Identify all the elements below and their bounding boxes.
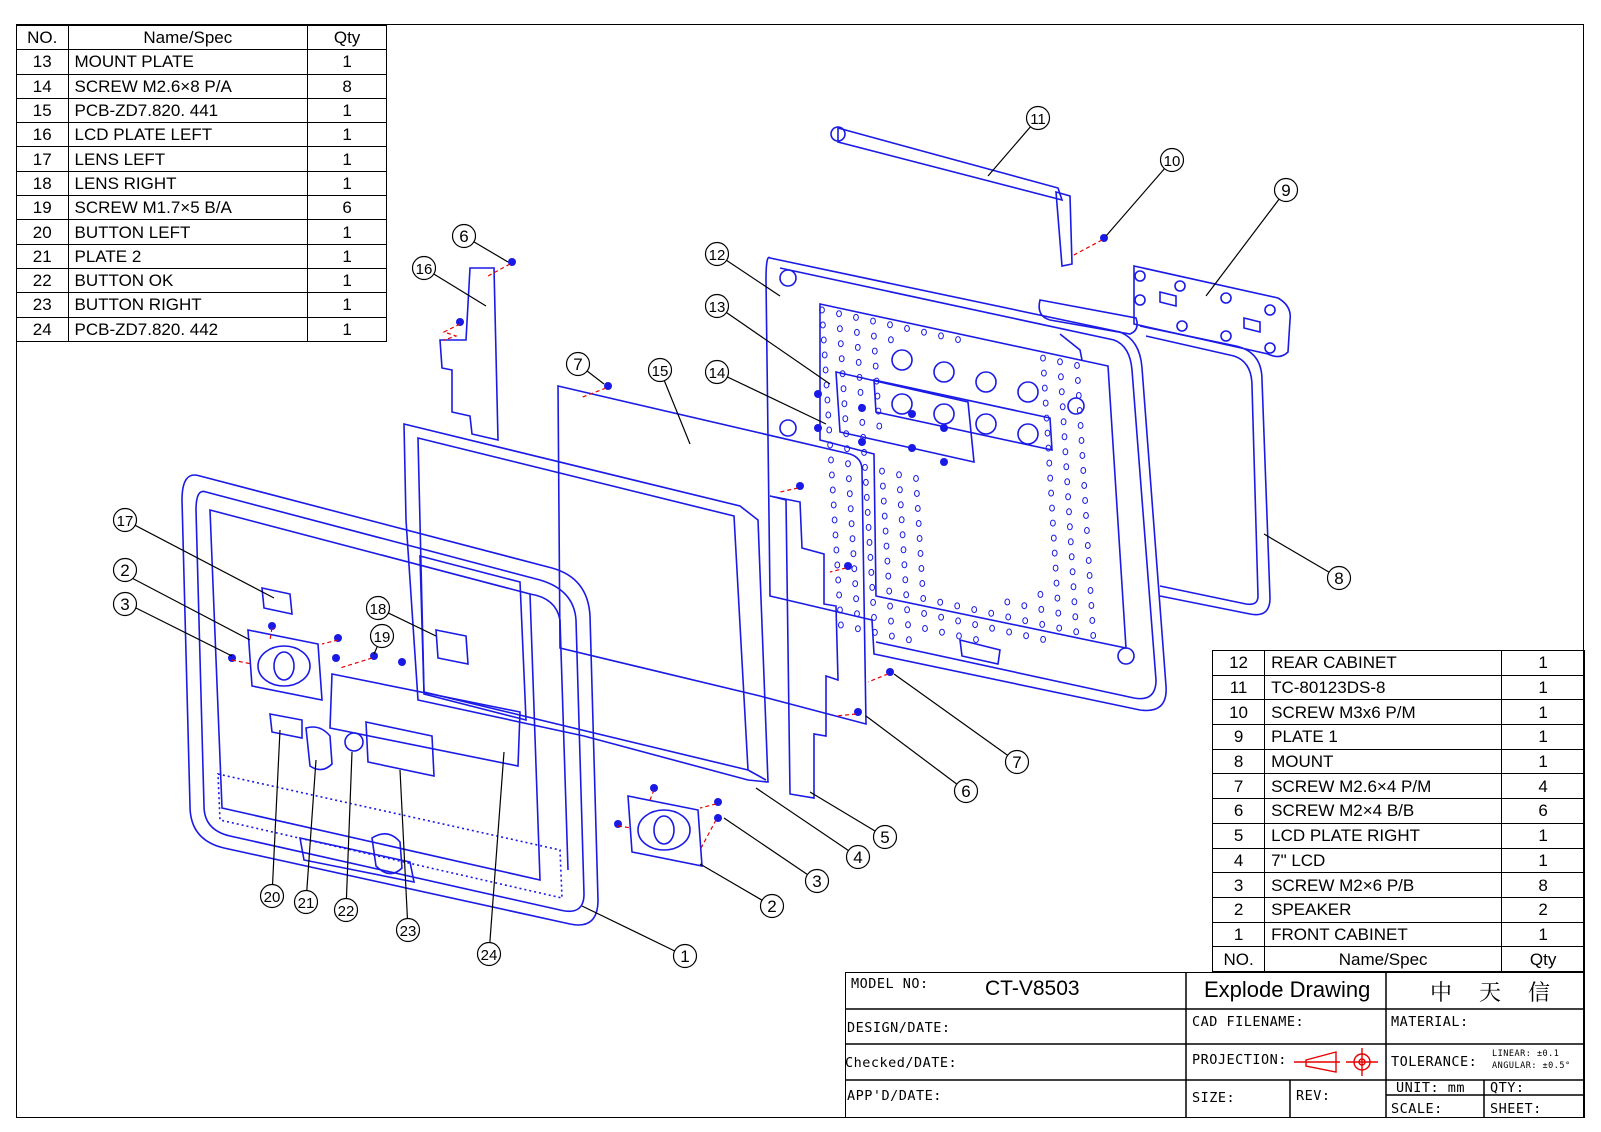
callout-label: 24 [480, 947, 498, 964]
cad-filename-label: CAD FILENAME: [1192, 1014, 1305, 1030]
part-number: 18 [17, 171, 69, 195]
tolerance-angular: ANGULAR: ±0.5° [1492, 1061, 1571, 1071]
part-name: PCB-ZD7.820. 442 [68, 317, 308, 341]
part-number: 5 [1213, 823, 1265, 848]
part-name: SCREW M2.6×4 P/M [1265, 774, 1502, 799]
header-no: NO. [1213, 947, 1265, 972]
callout-label: 13 [708, 299, 726, 316]
part-number: 9 [1213, 725, 1265, 750]
rev-label: REV: [1296, 1088, 1331, 1104]
part-qty: 4 [1502, 774, 1585, 799]
part-qty: 1 [1502, 700, 1585, 725]
header-no: NO. [17, 26, 69, 50]
part-name: REAR CABINET [1265, 651, 1502, 676]
callout-label: 11 [1030, 111, 1046, 128]
part-qty: 2 [1502, 897, 1585, 922]
part-name: BUTTON LEFT [68, 220, 308, 244]
part-name: SPEAKER [1265, 897, 1502, 922]
callout-label: 3 [120, 595, 130, 614]
checked-date-label: Checked/DATE: [845, 1055, 958, 1071]
design-date-label: DESIGN/DATE: [847, 1020, 951, 1036]
part-qty: 8 [308, 74, 387, 98]
sheet-label: SHEET: [1490, 1101, 1542, 1117]
part-number: 7 [1213, 774, 1265, 799]
part-name: PLATE 2 [68, 244, 308, 268]
part-qty: 1 [308, 317, 387, 341]
callout-label: 16 [415, 261, 433, 278]
part-name: SCREW M2×4 B/B [1265, 799, 1502, 824]
callout-label: 10 [1163, 153, 1181, 170]
part-number: 10 [1213, 700, 1265, 725]
tolerance-label: TOLERANCE: [1391, 1054, 1478, 1070]
part-qty: 1 [308, 98, 387, 122]
part-name: LCD PLATE LEFT [68, 123, 308, 147]
callout-label: 6 [459, 227, 469, 246]
part-number: 20 [17, 220, 69, 244]
part-name: PCB-ZD7.820. 441 [68, 98, 308, 122]
callout-label: 3 [812, 872, 822, 891]
part-number: 22 [17, 268, 69, 292]
part-qty: 1 [308, 268, 387, 292]
callout-label: 2 [767, 897, 777, 916]
scale-label: SCALE: [1391, 1101, 1443, 1117]
part-number: 3 [1213, 873, 1265, 898]
callout-label: 6 [961, 782, 971, 801]
part-name: MOUNT [1265, 749, 1502, 774]
callout-label: 2 [120, 561, 130, 580]
callout-label: 14 [708, 365, 726, 382]
part-qty: 1 [1502, 725, 1585, 750]
part-qty: 1 [1502, 823, 1585, 848]
part-number: 6 [1213, 799, 1265, 824]
part-number: 12 [1213, 651, 1265, 676]
part-qty: 1 [1502, 675, 1585, 700]
header-name: Name/Spec [68, 26, 308, 50]
part-qty: 1 [308, 244, 387, 268]
callout-label: 20 [263, 889, 281, 906]
part-name: LENS RIGHT [68, 171, 308, 195]
qty-label: QTY: [1490, 1080, 1525, 1096]
part-qty: 1 [308, 147, 387, 171]
header-qty: Qty [308, 26, 387, 50]
drawing-title: Explode Drawing [1204, 977, 1371, 1002]
part-number: 19 [17, 196, 69, 220]
part-qty: 1 [308, 123, 387, 147]
part-name: LCD PLATE RIGHT [1265, 823, 1502, 848]
part-number: 8 [1213, 749, 1265, 774]
part-name: 7" LCD [1265, 848, 1502, 873]
part-number: 13 [17, 50, 69, 74]
part-number: 23 [17, 293, 69, 317]
part-name: SCREW M2.6×8 P/A [68, 74, 308, 98]
part-qty: 1 [1502, 848, 1585, 873]
part-name: LENS LEFT [68, 147, 308, 171]
callout-label: 5 [880, 828, 890, 847]
callout-label: 4 [853, 848, 863, 867]
part-number: 2 [1213, 897, 1265, 922]
callout-label: 21 [297, 895, 315, 912]
part-name: FRONT CABINET [1265, 922, 1502, 947]
part-qty: 1 [1502, 749, 1585, 774]
callout-label: 22 [337, 903, 355, 920]
part-name: PLATE 1 [1265, 725, 1502, 750]
part-qty: 1 [308, 220, 387, 244]
part-number: 1 [1213, 922, 1265, 947]
callout-label: 17 [116, 513, 134, 530]
projection-label: PROJECTION: [1192, 1052, 1287, 1068]
part-name: TC-80123DS-8 [1265, 675, 1502, 700]
part-number: 21 [17, 244, 69, 268]
part-number: 24 [17, 317, 69, 341]
callout-label: 7 [573, 355, 583, 374]
model-no-value: CT-V8503 [985, 977, 1080, 1000]
callout-label: 23 [399, 923, 417, 940]
model-no-label: MODEL NO: [851, 976, 929, 992]
callout-label: 1 [680, 947, 690, 966]
part-number: 4 [1213, 848, 1265, 873]
part-name: SCREW M1.7×5 B/A [68, 196, 308, 220]
part-qty: 1 [1502, 922, 1585, 947]
callout-label: 18 [369, 601, 387, 618]
part-qty: 8 [1502, 873, 1585, 898]
unit-label: UNIT: mm [1396, 1080, 1466, 1096]
tolerance-linear: LINEAR: ±0.1 [1492, 1049, 1560, 1059]
part-number: 11 [1213, 675, 1265, 700]
part-qty: 6 [308, 196, 387, 220]
size-label: SIZE: [1192, 1090, 1236, 1106]
part-qty: 1 [308, 50, 387, 74]
part-number: 15 [17, 98, 69, 122]
part-number: 16 [17, 123, 69, 147]
part-name: SCREW M2×6 P/B [1265, 873, 1502, 898]
material-label: MATERIAL: [1391, 1014, 1469, 1030]
part-number: 14 [17, 74, 69, 98]
part-qty: 1 [308, 293, 387, 317]
part-name: MOUNT PLATE [68, 50, 308, 74]
callout-label: 12 [708, 247, 726, 264]
part-name: SCREW M3x6 P/M [1265, 700, 1502, 725]
callout-label: 15 [651, 363, 669, 380]
part-name: BUTTON RIGHT [68, 293, 308, 317]
callout-label: 8 [1334, 569, 1344, 588]
part-number: 17 [17, 147, 69, 171]
header-qty: Qty [1502, 947, 1585, 972]
part-qty: 6 [1502, 799, 1585, 824]
company-mark: 中 天 信 [1430, 981, 1560, 1006]
part-qty: 1 [308, 171, 387, 195]
approved-date-label: APP'D/DATE: [847, 1088, 942, 1104]
callout-label: 9 [1281, 181, 1291, 200]
part-qty: 1 [1502, 651, 1585, 676]
callout-label: 19 [373, 629, 391, 646]
part-name: BUTTON OK [68, 268, 308, 292]
projection-symbol-icon [1294, 1048, 1378, 1076]
callout-label: 7 [1012, 753, 1022, 772]
header-name: Name/Spec [1265, 947, 1502, 972]
